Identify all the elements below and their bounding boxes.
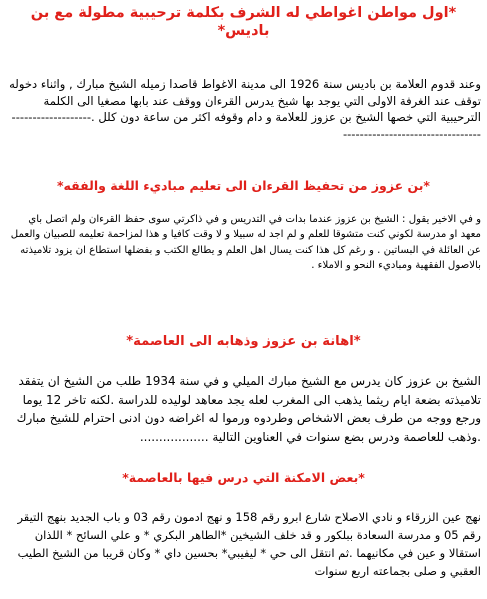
section-2-heading: *بن عزوز من تحفيظ القرءان الى تعليم مباديء اللغة والفقه* bbox=[57, 178, 430, 193]
section-2-paragraph: و في الاخير يقول : الشيخ بن عزوز عندما بدات في التدريس و في ذاكرتي سوى حفظ القرءان ولم اتصل باي معهد او مدرسة لكوني كنت متشوقا للعلم و لم اجد له سبيلا و لا وقت كافيا و هذا لمزاحمة تعليمه للصبيان والعمل عن العائلة في البساتين . و رغم كل هذا كنت يسال اهل العلم و يطالع الكتب و بفضلها استطاع ان يزود تلاميذته بالاصول الفقهية ومباديء النحو و الاملاء . bbox=[10, 214, 481, 272]
section-4-heading: *بعض الامكنة التي درس فيها بالعاصمة* bbox=[122, 470, 365, 485]
section-3-paragraph: الشيخ بن عزوز كان يدرس مع الشيخ مبارك الميلي و في سنة 1934 طلب من الشيخ ان يتفقد تلاميذته بضعة ايام ريثما يذهب الى المغرب لعله يجد معاهد لوليده للدراسة .لكنه تاخر 12 يوما ورجع ووجه من طرف بعض الاشخاص وطردوه ورموا له اغراضه دون ادنى احترام للشيخ مبارك .وذهب للعاصمة ودرس بضع سنوات في العناوين التالية .................. bbox=[16, 374, 481, 445]
section-4-paragraph: نهج عين الزرقاء و نادي الاصلاح شارع ابرو رقم 158 و نهج ادمون رقم 03 و باب الجديد بنهج التيقر رقم 05 و مدرسة السعادة ببلكور و قد خلف الشيخين *الطاهر البكري * و علي السائح * اللذان استقالا و عين في مكانيهما .ثم انتقل الى حي * ليفيبي* بحسين داي * وكان قريبا من الشيخ الطيب العقبي و صلى بجماعته اربع سنوات bbox=[17, 510, 481, 578]
section-3-heading: *اهانة بن عزوز وذهابه الى العاصمة* bbox=[126, 334, 361, 349]
section-1-paragraph: وعند قدوم العلامة بن باديس سنة 1926 الى مدينة الاغواط قاصدا زميله الشيخ مبارك , واثناء دخوله توقف عند الغرفة الاولى التي يوجد بها شيخ يدرس القرءان ووقف عند بابها مصغيا الى الكلمة الترحيبية التي خصها الشيخ بن عزوز للعلامة و دام وقوفه اكثر من ساعة دون كلل .---------------------------------------------------- bbox=[9, 77, 481, 141]
section-1-heading: *اول مواطن اغواطي له الشرف بكلمة ترحيبية مطولة مع بن باديس* bbox=[30, 5, 457, 40]
